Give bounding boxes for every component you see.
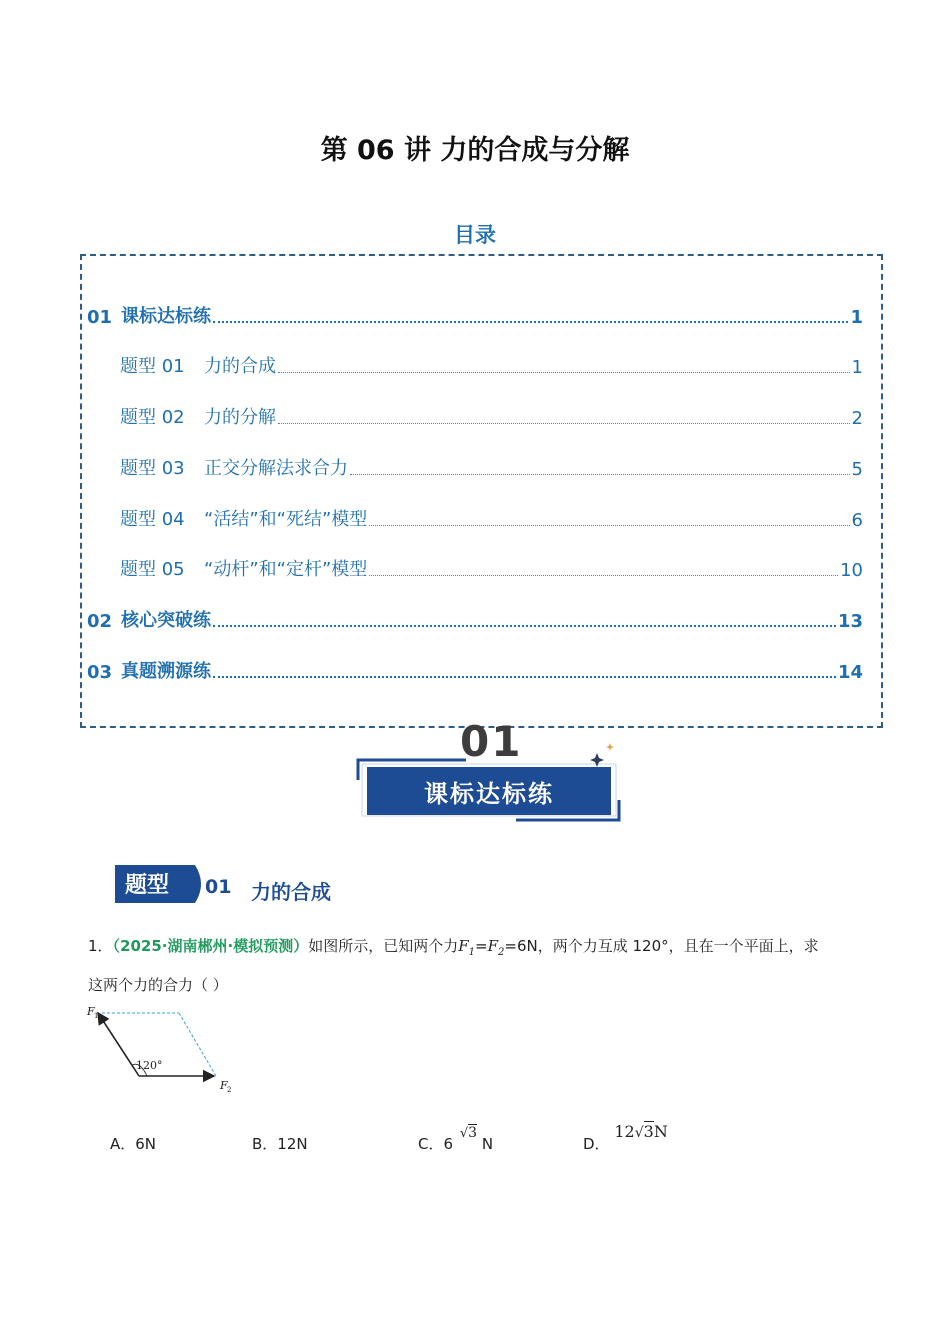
option-value: 6N [135, 1135, 157, 1153]
question-text-cont: =6N，两个力互成 120°，且在一个平面上，求 [504, 937, 819, 955]
force-f1: F [458, 937, 469, 955]
f2-label-sub: 2 [227, 1086, 232, 1093]
toc-entry[interactable] [120, 352, 863, 378]
sparkle-icon [590, 743, 620, 767]
toc-entry[interactable] [120, 555, 863, 581]
toc-entry-number: 02 [87, 611, 113, 632]
f1-label: F [87, 1005, 95, 1018]
toc-entry[interactable] [120, 454, 863, 480]
topic-title: 力的合成 [251, 880, 331, 904]
toc-entry-label: 真题溯源练 [121, 661, 211, 682]
toc-entry-label: 课标达标练 [121, 306, 211, 327]
toc-leader-dots [278, 422, 850, 424]
toc-entry-number: 题型 02 [120, 407, 185, 428]
f1-label-sub: 1 [94, 1012, 99, 1020]
section-number: 01 [460, 717, 523, 766]
toc-entry-label: “动杆”和“定杆”模型 [204, 559, 368, 580]
toc-entry-number: 03 [87, 662, 113, 683]
sqrt-symbol: √3 [459, 1125, 478, 1141]
force-f2: F [487, 937, 499, 955]
angle-label: 120° [136, 1059, 163, 1072]
option-c[interactable] [418, 1125, 494, 1154]
toc-entry-label: 核心突破练 [121, 610, 211, 631]
toc-entry-page: 1 [851, 357, 863, 378]
toc-entry-number: 题型 03 [120, 458, 185, 479]
toc-entry-label: 力的合成 [204, 356, 276, 377]
option-unit: N [481, 1135, 494, 1153]
topic-number: 01 [205, 876, 232, 898]
question-line-1 [88, 935, 819, 958]
force-f2-sub: 2 [498, 947, 505, 958]
option-letter: A． [110, 1135, 136, 1153]
toc-entry[interactable] [87, 657, 863, 683]
topic-tag-label: 题型 [125, 872, 170, 898]
toc-entry-page: 14 [837, 662, 863, 683]
toc-entry-page: 5 [851, 459, 863, 480]
toc-leader-dots [350, 473, 850, 475]
toc-entry[interactable] [120, 505, 863, 531]
toc-entry[interactable] [87, 606, 863, 632]
toc-leader-dots [213, 624, 836, 627]
toc-entry-label: 正交分解法求合力 [204, 458, 348, 479]
toc-leader-dots [278, 371, 850, 373]
toc-entry-label: 力的分解 [204, 407, 276, 428]
toc-entry-page: 1 [850, 307, 863, 328]
toc-leader-dots [369, 574, 838, 576]
f2-label: F [220, 1079, 228, 1092]
toc-leader-dots [369, 524, 849, 526]
toc-entry-page: 10 [840, 560, 863, 581]
toc-entry-number: 01 [87, 307, 113, 328]
toc-entry[interactable] [120, 403, 863, 429]
toc-entry-number: 题型 04 [120, 509, 185, 530]
option-coefficient: 12 [614, 1122, 635, 1141]
toc-entry-page: 2 [851, 408, 863, 429]
option-a[interactable] [110, 1133, 156, 1154]
topic-tag-icon [115, 865, 207, 903]
option-letter: C． [418, 1135, 444, 1153]
sqrt-radicand: 3 [468, 1125, 478, 1141]
toc-leader-dots [213, 320, 848, 323]
toc-entry-number: 题型 01 [120, 356, 185, 377]
sqrt-radicand: 3 [643, 1122, 654, 1141]
option-value-formula: 12√3N [614, 1122, 668, 1141]
force-f1-sub: 1 [468, 947, 476, 958]
section-banner: 课标达标练 [367, 767, 611, 815]
toc-entry-page: 6 [851, 510, 863, 531]
equals-sign: = [475, 937, 488, 955]
toc-entry[interactable] [87, 302, 863, 328]
question-source: （2025·湖南郴州·模拟预测） [112, 937, 309, 955]
question-number: 1． [88, 937, 113, 955]
document-title: 第 06 讲 力的合成与分解 [320, 135, 630, 166]
toc-entry-page: 13 [837, 611, 863, 632]
option-letter: D． [583, 1135, 610, 1153]
option-unit: N [653, 1122, 668, 1141]
option-b[interactable] [252, 1133, 308, 1154]
question-text: 如图所示，已知两个力 [308, 937, 459, 955]
option-letter: B． [252, 1135, 278, 1153]
toc-entry-label: “活结”和“死结”模型 [204, 509, 368, 530]
option-d[interactable] [583, 1122, 668, 1154]
option-value: 12N [277, 1135, 308, 1153]
force-diagram [84, 1003, 244, 1093]
toc-heading: 目录 [454, 223, 496, 247]
question-line-2: 这两个力的合力（ ） [88, 976, 228, 994]
toc-leader-dots [213, 675, 836, 678]
option-value: 6 [443, 1135, 454, 1153]
toc-entry-number: 题型 05 [120, 559, 185, 580]
